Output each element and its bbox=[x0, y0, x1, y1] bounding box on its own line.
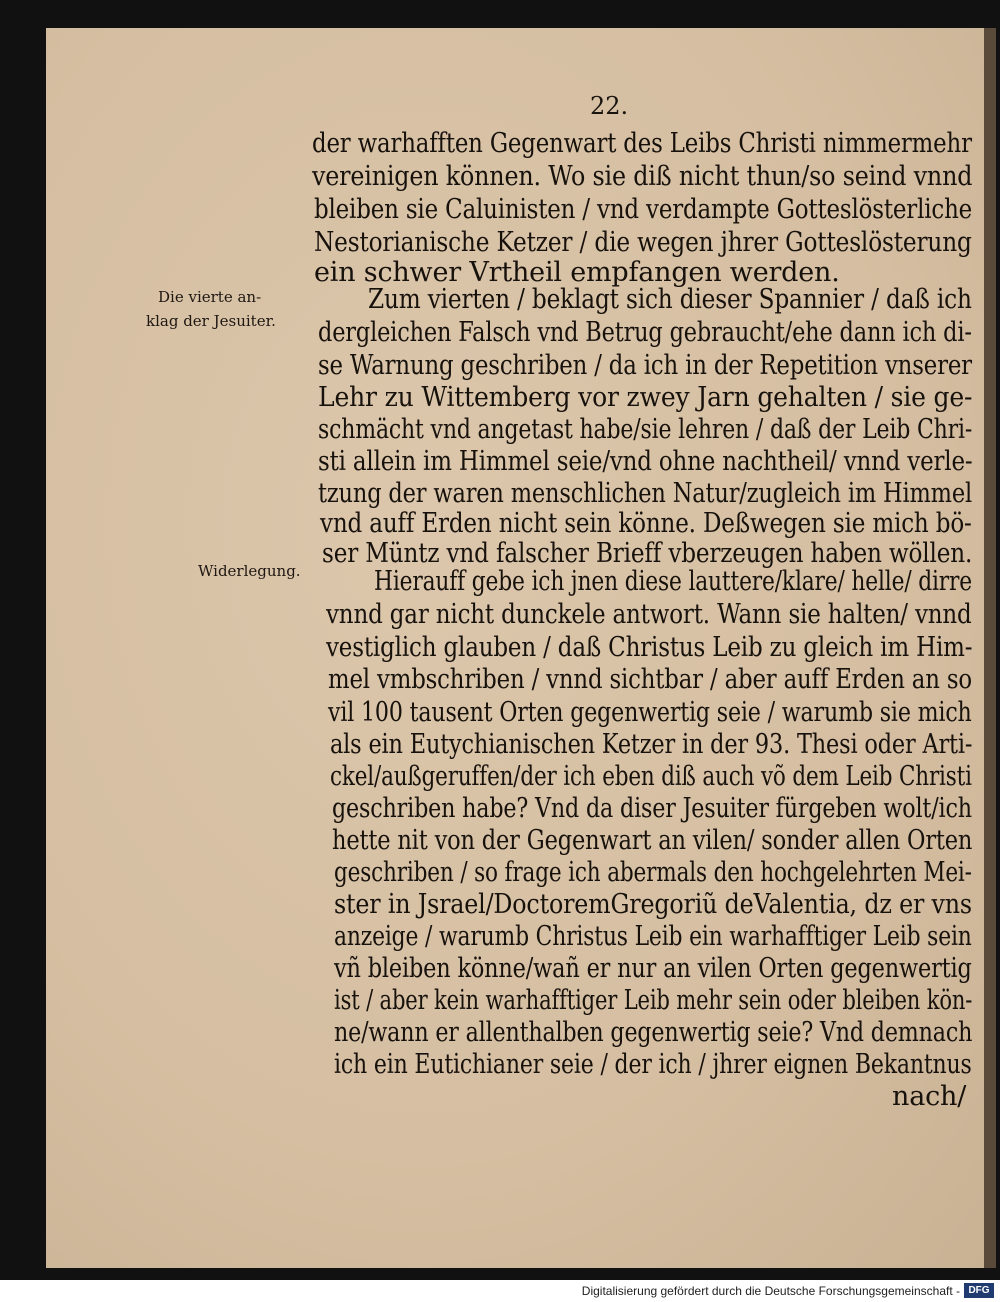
text-line: ein schwer Vrtheil empfangen werden. bbox=[314, 257, 840, 288]
text-line: hette nit von der Gegenwart an vilen/ sonder allen Orten bbox=[332, 825, 973, 856]
text-line: Hierauff gebe ich jnen diese lauttere/klare/ helle/ dirre bbox=[374, 566, 973, 597]
text-line: geschriben habe? Vnd da diser Jesuiter fürgeben wolt/ich bbox=[332, 793, 972, 824]
margin-note: Widerlegung. bbox=[198, 562, 301, 580]
text-line: vnnd gar nicht dunckele antwort. Wann sie halten/ vnnd bbox=[326, 599, 972, 630]
margin-note: klag der Jesuiter. bbox=[146, 312, 276, 330]
text-line: bleiben sie Caluinisten / vnd verdampte Gotteslösterliche bbox=[314, 194, 973, 225]
text-line: Lehr zu Wittemberg vor zwey Jarn gehalten / sie ge- bbox=[318, 382, 973, 413]
text-line: ckel/außgeruffen/der ich eben diß auch võ dem Leib Christi bbox=[330, 761, 972, 792]
footer-bar bbox=[0, 1280, 1000, 1302]
text-line: vestiglich glauben / daß Christus Leib zu gleich im Him- bbox=[326, 632, 973, 663]
text-line: als ein Eutychianischen Ketzer in der 93. Thesi oder Arti- bbox=[330, 729, 973, 760]
text-line: dergleichen Falsch vnd Betrug gebraucht/ehe dann ich di- bbox=[318, 317, 972, 348]
text-line: tzung der waren menschlichen Natur/zugleich im Himmel bbox=[318, 478, 973, 509]
text-line: schmächt vnd angetast habe/sie lehren / daß der Leib Chri- bbox=[318, 414, 973, 445]
text-line: vnd auff Erden nicht sein könne. Deßwegen sie mich bö- bbox=[320, 508, 972, 539]
text-line: vereinigen können. Wo sie diß nicht thun/so seind vnnd bbox=[312, 161, 973, 192]
catchword: nach/ bbox=[892, 1081, 967, 1112]
text-line: Zum vierten / beklagt sich dieser Spannier / daß ich bbox=[368, 284, 972, 315]
text-line: sti allein im Himmel seie/vnd ohne nachtheil/ vnnd verle- bbox=[318, 446, 973, 477]
margin-note: Die vierte an- bbox=[158, 288, 262, 306]
text-line: vil 100 tausent Orten gegenwertig seie / warumb sie mich bbox=[328, 697, 972, 728]
text-line: anzeige / warumb Christus Leib ein warhafftiger Leib sein bbox=[334, 921, 972, 952]
text-line: ser Müntz vnd falscher Brieff vberzeugen haben wöllen. bbox=[322, 538, 973, 569]
text-line: mel vmbschriben / vnnd sichtbar / aber auff Erden an so bbox=[328, 664, 972, 695]
text-line: se Warnung geschriben / da ich in der Repetition vnserer bbox=[318, 350, 972, 381]
text-line: Nestorianische Ketzer / die wegen jhrer Gotteslösterung bbox=[314, 227, 972, 258]
footer-credit: Digitalisierung gefördert durch die Deutsche Forschungsgemeinschaft - bbox=[581, 1284, 960, 1298]
text-line: vñ bleiben könne/wañ er nur an vilen Orten gegenwertig bbox=[334, 953, 972, 984]
text-line: ich ein Eutichianer seie / der ich / jhrer eignen Bekantnus bbox=[334, 1049, 972, 1080]
text-line: ist / aber kein warhafftiger Leib mehr sein oder bleiben kön- bbox=[334, 985, 973, 1016]
text-line: ne/wann er allenthalben gegenwertig seie? Vnd demnach bbox=[334, 1017, 973, 1048]
dfg-logo-icon: DFG bbox=[964, 1283, 994, 1298]
text-line: ster in Jsrael/DoctoremGregoriũ deValentia, dz er vns bbox=[334, 889, 972, 920]
page-number: 22. bbox=[590, 92, 629, 120]
text-line: der warhafften Gegenwart des Leibs Christi nimmermehr bbox=[312, 128, 972, 159]
text-line: geschriben / so frage ich abermals den hochgelehrten Mei- bbox=[334, 857, 972, 888]
